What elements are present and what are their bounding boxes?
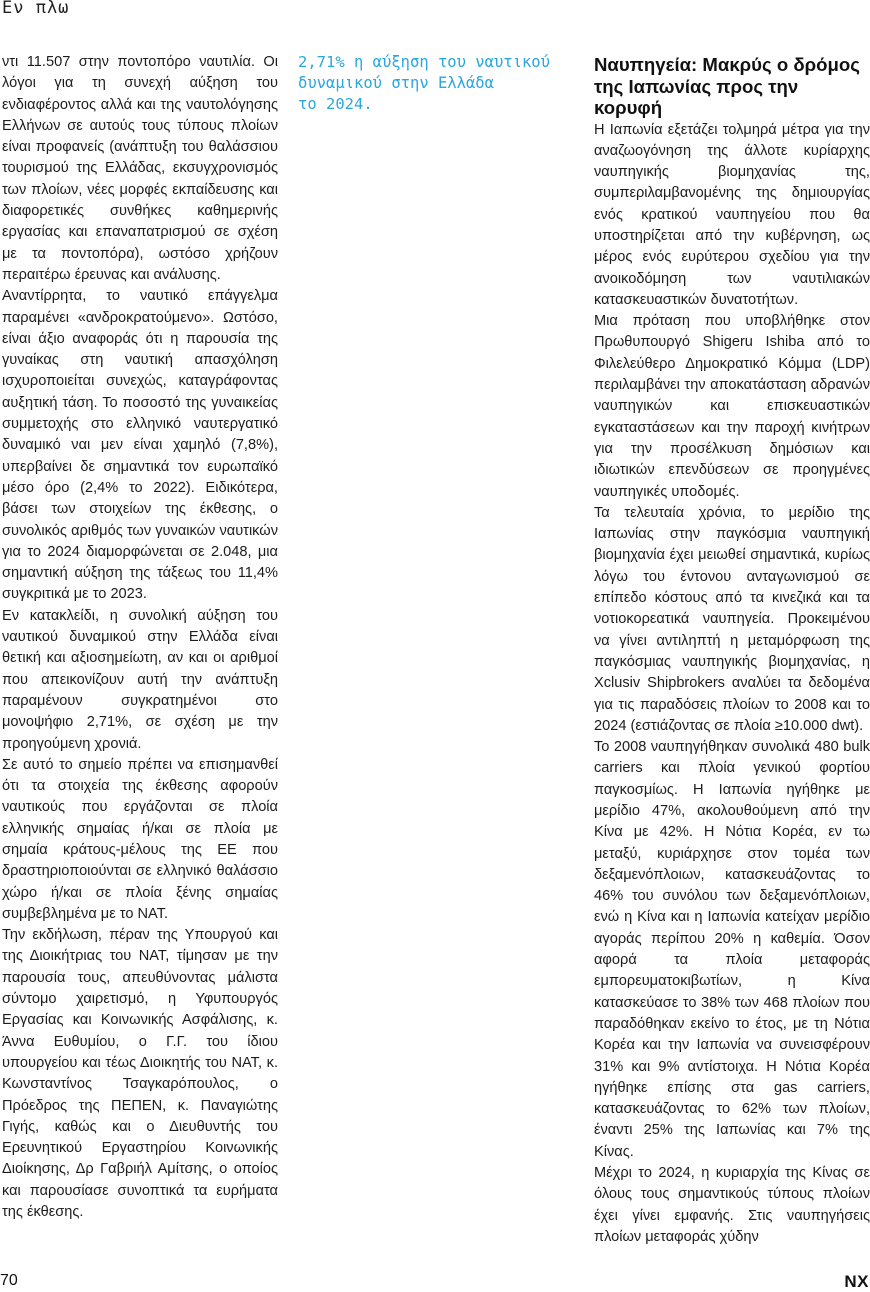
pull-quote-line: δυναμικού στην Ελλάδα — [298, 74, 494, 92]
pull-quote — [298, 52, 583, 115]
body-paragraph: Τα τελευταία χρόνια, το μερίδιο της Ιαπωνίας στην παγκόσμια ναυπηγική βιομηχανία έχει μειωθεί σημαντικά, κυρίως λόγω του έντονου ανταγωνισμού σε επίπεδο κόστους από τα κινεζικά και τα νοτιοκορεατικά ναυπηγεία. Προκειμένου να γίνει αντιληπτή η μεταμόρφωση της παγκόσμιας ναυπηγικής βιομηχανίας, η Xclusiv Shipbrokers αναλύει τα δεδομένα για τις παραδόσεις πλοίων το 2008 και το 2024 (εστιάζοντας σε πλοία ≥10.000 dwt). — [594, 504, 870, 734]
body-paragraph: Την εκδήλωση, πέραν της Υπουργού και της Διοικήτριας του ΝΑΤ, τίμησαν με την παρουσία τους, απευθύνοντας μάλιστα σύντομο χαιρετισμό, η Υφυπουργός Εργασίας και Κοινωνικής Ασφάλισης, κ. Άννα Ευθυμίου, ο Γ.Γ. του ίδιου υπουργείου και τέως Διοικητής του ΝΑΤ, κ. Κωνσταντίνος Τσαγκαρόπουλος, ο Πρόεδρος της ΠΕΠΕΝ, κ. Παναγιώτης Γιγής, καθώς και ο Διευθυντής του Ερευνητικού Εργαστηρίου Κοινωνικής Διοίκησης, Δρ Γαβριήλ Αμίτσης, ο οποίος και παρουσίασε συνοπτικά τα ευρήματα της έκθεσης. — [2, 927, 278, 1221]
page-number: 70 — [0, 1272, 18, 1289]
right-text-column — [594, 54, 870, 1248]
pull-quote-line: το 2024. — [298, 95, 373, 113]
article-headline: Ναυπηγεία: Μακρύς ο δρόμος της Ιαπωνίας προς την κορυφή — [594, 54, 860, 118]
body-paragraph: Μέχρι το 2024, η κυριαρχία της Κίνας σε όλους τους σημαντικούς τύπους πλοίων έχει γίνει εμφανής. Στις ναυπηγήσεις πλοίων μεταφοράς χύδην — [594, 1165, 870, 1245]
body-paragraph: Αναντίρρητα, το ναυτικό επάγγελμα παραμένει «ανδροκρατούμενο». Ωστόσο, είναι άξιο αναφοράς ότι η παρουσία της γυναίκας στη ναυτική απασχόληση ισχυροποιείται συνεχώς, καταγράφοντας αυξητική τάση. Το ποσοστό της γυναικείας συμμετοχής στο ελληνικό ναυτεργατικό δυναμικό ναι μεν είναι χαμηλό (7,8%), υπερβαίνει δε σημαντικά τον ευρωπαϊκό μέσο όρο (2,4% το 2022). Ειδικότερα, βάσει των στοιχείων της έκθεσης, ο συνολικός αριθμός των γυναικών ναυτικών για το 2024 διαμορφώνεται σε 2.048, μια σημαντική αύξηση της τάξεως του 11,4% συγκριτικά με το 2023. — [2, 288, 278, 603]
left-text-column — [2, 52, 278, 1223]
pull-quote-line: 2,71% η αύξηση του ναυτικού — [298, 53, 550, 71]
body-paragraph: Σε αυτό το σημείο πρέπει να επισημανθεί ότι τα στοιχεία της έκθεσης αφορούν ναυτικούς που εργάζονται σε πλοία ελληνικής σημαίας ή/και σε πλοία με σημαία κράτους-μέλους της ΕΕ που δραστηριοποιούνται σε ελληνικό θαλάσσιο χώρο ή/και σε πλοία ξένης σημαίας συμβεβλημένα με το ΝΑΤ. — [2, 756, 278, 922]
body-paragraph: Μια πρόταση που υποβλήθηκε στον Πρωθυπουργό Shigeru Ishiba από το Φιλελεύθερο Δημοκρατικό Κόμμα (LDP) περιλαμβάνει την αποκατάσταση αδρανών ναυπηγικών και επισκευαστικών εγκαταστάσεων και την παροχή κινήτρων για την προσέλκυση δημόσιων και ιδιωτικών επενδύσεων σε προηγμένες ναυπηγικές υποδομές. — [594, 313, 870, 500]
section-label: Εν πλω — [2, 0, 70, 18]
body-paragraph: Το 2008 ναυπηγήθηκαν συνολικά 480 bulk carriers και πλοία γενικού φορτίου παγκοσμίως. Η Ιαπωνία ηγήθηκε με μερίδιο 47%, ακολουθούμενη από την Κίνα με 42%. Η Νότια Κορέα, εν τω μεταξύ, κυριάρχησε στον τομέα των δεξαμενόπλοιων, κατασκευάζοντας το 46% του συνόλου των δεξαμενόπλοιων, ενώ η Κίνα και η Ιαπωνία κατείχαν μερίδιο αγοράς περίπου 20% η καθεμία. Όσον αφορά τα πλοία μεταφοράς εμπορευματοκιβωτίων, η Κίνα κατασκεύασε το 38% των 468 πλοίων που παραδόθηκαν εκείνο το έτος, με τη Νότια Κορέα και την Ιαπωνία να συνεισφέρουν 31% και 9% αντίστοιχα. Η Νότια Κορέα ηγήθηκε επίσης στα gas carriers, κατασκευάζοντας το 62% των πλοίων, έναντι 25% της Ιαπωνίας και 7% της Κίνας. — [594, 739, 870, 1160]
body-paragraph: Η Ιαπωνία εξετάζει τολμηρά μέτρα για την αναζωογόνηση της άλλοτε κυρίαρχης ναυπηγικής βιομηχανίας της, συμπεριλαμβανομένης της δημιουργίας ενός κρατικού ναυπηγείου που θα υποστηρίζεται από την κυβέρνηση, ως μέρος ενός ευρύτερου σχεδίου για την ανοικοδόμηση των ναυτιλιακών κατασκευαστικών δυνατοτήτων. — [594, 121, 870, 308]
body-paragraph: Εν κατακλείδι, η συνολική αύξηση του ναυτικού δυναμικού στην Ελλάδα είναι θετική και αξιοσημείωτη, αν και οι αριθμοί που απεικονίζουν αυτή την ανάπτυξη παραμένουν συγκρατημένοι στο μονοψήφιο 2,71%, σε σχέση με την προηγούμενη χρονιά. — [2, 607, 278, 752]
body-paragraph: ντι 11.507 στην ποντοπόρο ναυτιλία. Οι λόγοι για τη συνεχή αύξηση του ενδιαφέροντος αλλά και της ναυτολόγησης Ελλήνων σε αυτούς τους τύπους πλοίων είναι προφανείς (ανάπτυξη του θαλάσσιου τουρισμού της Ελλάδας, εκσυγχρονισμός των πλοίων, νέες μορφές εκπαίδευσης και διαφορετικές συνθήκες καθημερινής εργασίας και επαναπατρισμού σε σχέση με τα ποντοπόρα), ωστόσο χρήζουν περαιτέρω έρευνας και ανάλυσης. — [2, 54, 278, 283]
brand-logo: NX — [844, 1272, 869, 1291]
